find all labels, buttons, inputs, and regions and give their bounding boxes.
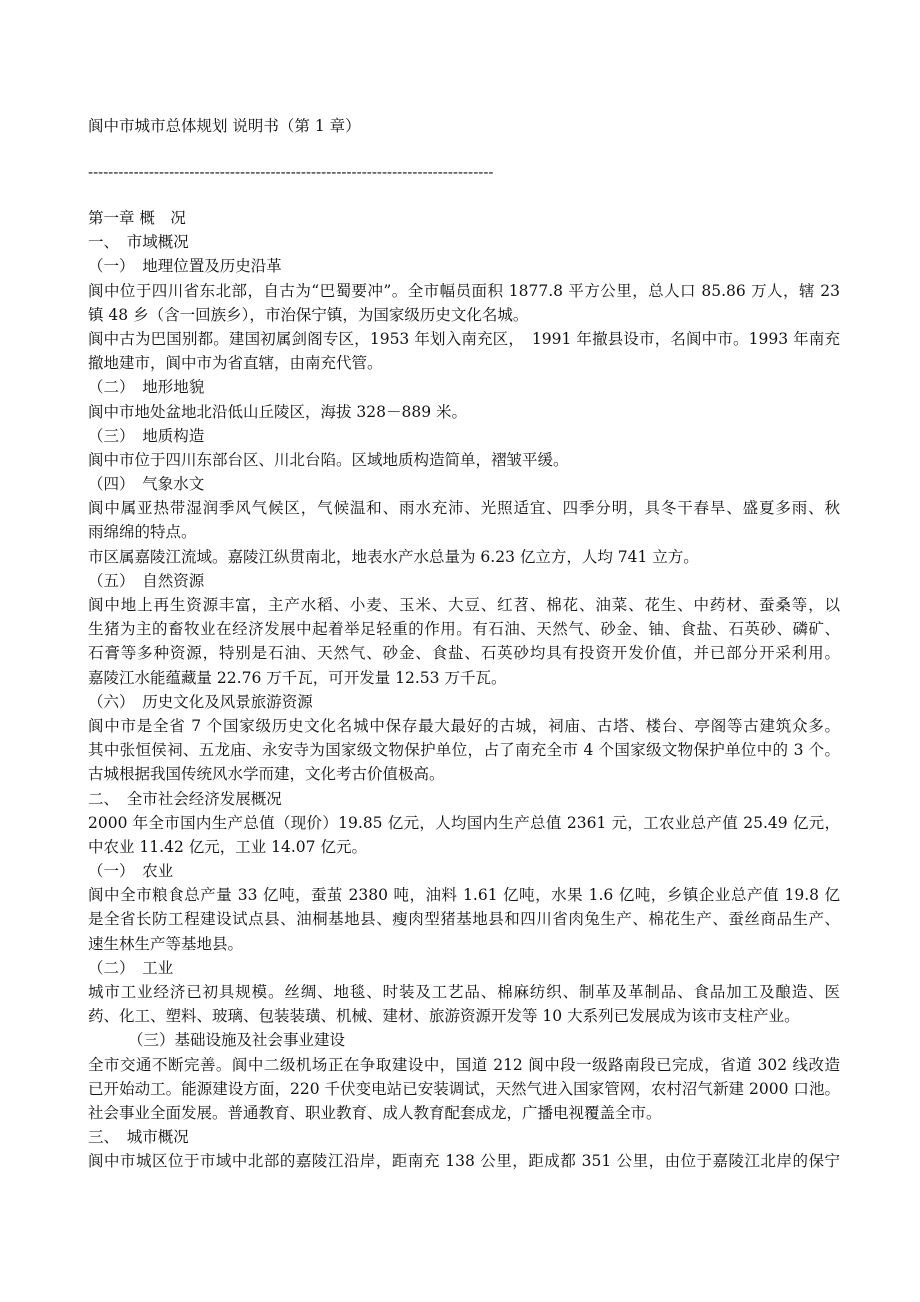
text-line: 撤地建市，阆中市为省直辖，由南充代管。 [88,354,383,373]
text-line: 阆中位于四川省东北部，自古为“巴蜀要冲”。全市幅员面积 1877.8 平方公里，总人口 85.86 万人，辖 23 [88,281,840,300]
text-line: 速生林生产等基地县。 [88,934,244,953]
text-line: 古城根据我国传统风水学而建，文化考古价值极高。 [88,765,445,784]
text-line: 中农业 11.42 亿元，工业 14.07 亿元。 [88,837,367,856]
text-line: 嘉陵江水能蕴藏量 22.76 万千瓦，可开发量 12.53 万千瓦。 [88,668,507,687]
text-line: 二、 全市社会经济发展概况 [88,789,282,808]
text-line: 市区属嘉陵江流域。嘉陵江纵贯南北，地表水产水总量为 6.23 亿立方，人均 741 立方。 [88,547,699,566]
text-line: 城市工业经济已初具规模。丝绸、地毯、时装及工艺品、棉麻纺织、制革及革制品、食品加工及酿造、医 [88,983,840,1001]
text-line: （三）基础设施及社会事业建设 [128,1031,346,1050]
text-line: 阆中市位于四川东部台区、川北台陷。区域地质构造简单，褶皱平缓。 [88,450,569,469]
text-line: 社会事业全面发展。普通教育、职业教育、成人教育配套成龙，广播电视覆盖全市。 [88,1103,662,1122]
text-line: 阆中市城区位于市域中北部的嘉陵江沿岸，距南充 138 公里，距成都 351 公里，由位于嘉陵江北岸的保宁 [88,1152,840,1171]
text-line: 生猪为主的畜牧业在经济发展中起着举足轻重的作用。有石油、天然气、砂金、铀、食盐、石英砂、磷矿、 [88,620,840,639]
text-line: （三） 地质构造 [88,426,205,445]
text-line: 雨绵绵的特点。 [88,523,197,542]
text-line: 一、 市域概况 [88,233,189,252]
text-line: 药、化工、塑料、玻璃、包装装璜、机械、建材、旅游资源开发等 10 大系列已发展成为该市支柱产业。 [88,1007,800,1026]
text-line: 石膏等多种资源，特别是石油、天然气、砂金、食盐、石英砂均具有投资开发价值，并已部分开采利用。 [88,644,840,663]
text-line: 阆中市地处盆地北沿低山丘陵区，海拔 328－889 米。 [88,402,468,421]
separator-line: -------------------------------------------------------------------------------- [88,163,494,181]
text-line: 阆中属亚热带湿润季风气候区，气候温和、雨水充沛、光照适宜、四季分明，具冬干春旱、盛夏多雨、秋 [88,499,840,518]
text-line: 镇 48 乡（含一回族乡），市治保宁镇，为国家级历史文化名城。 [88,305,529,324]
text-line: 2000 年全市国内生产总值（现价）19.85 亿元，人均国内生产总值 2361 元，工农业总产值 25.49 亿元， [88,813,840,832]
text-line: 阆中全市粮食总产量 33 亿吨，蚕茧 2380 吨，油料 1.61 亿吨，水果 1.6 亿吨，乡镇企业总产值 19.8 亿 [88,886,840,905]
text-line: （二） 地形地貌 [88,378,205,397]
text-line: 全市交通不断完善。阆中二级机场正在争取建设中，国道 212 阆中段一级路南段已完成，省道 302 线改造 [88,1055,840,1074]
text-line: （一） 地理位置及历史沿革 [88,257,282,276]
text-line: 阆中地上再生资源丰富，主产水稻、小麦、玉米、大豆、红苕、棉花、油菜、花生、中药材、蚕桑等，以 [88,596,840,614]
document-body [88,206,840,1174]
text-line: （二） 工业 [88,958,174,977]
text-line: （五） 自然资源 [88,571,205,590]
text-line: （四） 气象水文 [88,475,205,494]
text-line: 其中张恒侯祠、五龙庙、永安寺为国家级文物保护单位，占了南充全市 4 个国家级文物保护单位中的 3 个。 [88,741,840,760]
text-line: （一） 农业 [88,862,174,881]
text-line: 是全省长防工程建设试点县、油桐基地县、瘦肉型猪基地县和四川省肉兔生产、棉花生产、蚕丝商品生产、 [88,910,840,929]
document-title: 阆中市城市总体规划 说明书（第 1 章） [88,117,361,135]
text-line: 阆中市是全省 7 个国家级历史文化名城中保存最大最好的古城，祠庙、古塔、楼台、亭阁等古建筑众多。 [88,716,840,735]
text-line: 阆中古为巴国别都。建国初属剑阁专区，1953 年划入南充区， 1991 年撤县设市，名阆中市。1993 年南充 [88,329,840,348]
text-line: 第一章 概 况 [88,209,186,227]
text-line: （六） 历史文化及风景旅游资源 [88,692,313,711]
text-line: 三、 城市概况 [88,1128,189,1147]
text-line: 已开始动工。能源建设方面，220 千伏变电站已安装调试，天然气进入国家管网，农村沼气新建 2000 口池。 [88,1079,840,1098]
